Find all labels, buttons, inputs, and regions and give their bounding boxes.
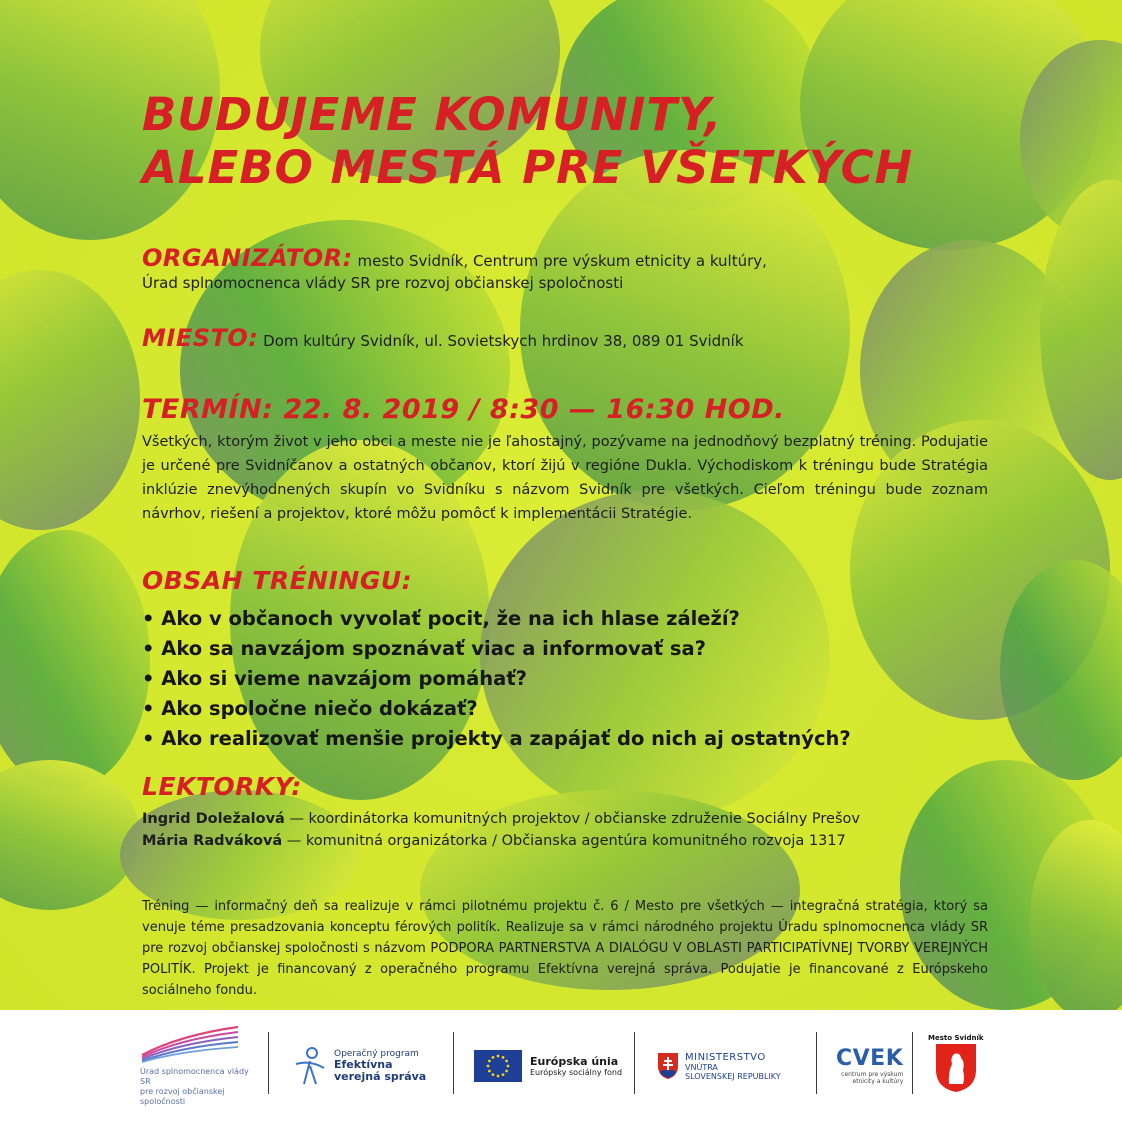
lecturers-label: LEKTORKY: [142,772,302,801]
lecturers-list [142,808,860,852]
op-line-3: verejná správa [334,1070,427,1083]
organizer-text-1: mesto Svidník, Centrum pre výskum etnicity a kultúry, [357,252,767,270]
term-label: TERMÍN: 22. 8. 2019 / 8:30 — 16:30 HOD. [142,394,785,425]
divider [268,1032,269,1094]
content-list [142,604,851,754]
lecturer-row [142,830,860,852]
lecturer-row [142,808,860,830]
cvek-sub-1: centrum pre výskum [841,1071,904,1078]
list-item: • Ako si vieme navzájom pomáhať? [142,667,527,690]
divider [453,1032,454,1094]
partner-logos-bar [0,1010,1122,1122]
svidnik-coat-of-arms-icon [934,1042,978,1094]
title-line-1: BUDUJEME KOMUNITY, [142,88,723,141]
divider [634,1032,635,1094]
eu-line-2: Európsky sociálny fond [530,1068,623,1077]
organizer-row [142,244,767,272]
lecturers-heading-row [142,772,302,801]
ministry-logo [657,1010,817,1122]
ministry-line-1: MINISTERSTVO [685,1051,766,1063]
description-paragraph: Všetkých, ktorým život v jeho obci a meste nie je ľahostajný, pozývame na jednodňový bezplatný tréning. Podujatie je určené pre Svidníčanov a ostatných občanov, ktorí žijú v regióne Dukla. Východiskom k tréningu bude Stratégia inklúzie znevýhodnených skupín vo Svidníku s názvom Svidník pre všetkých. Cieľom tréningu bude zoznam návrhov, riešení a projektov, ktoré môžu pomôcť k implementácii Stratégie. [142,434,988,522]
urad-swoosh-icon [140,1025,240,1063]
eu-line-1: Európska únia [530,1055,619,1068]
slovak-coat-of-arms-icon [657,1052,679,1080]
place-text: Dom kultúry Svidník, ul. Sovietskych hrdinov 38, 089 01 Svidník [263,332,744,350]
svidnik-name: Mesto Svidník [928,1034,984,1042]
urad-line-1: Úrad splnomocnenca vlády SR [140,1067,249,1086]
list-item: • Ako v občanoch vyvolať pocit, že na ich hlase záleží? [142,607,740,630]
lecturer-role: — komunitná organizátorka / Občianska agentúra komunitného rozvoja 1317 [282,833,846,849]
cvek-sub-2: etnicity a kultúry [852,1078,904,1085]
organizer-text-2: Úrad splnomocnenca vlády SR pre rozvoj občianskej spoločnosti [142,274,624,292]
footer-note: Tréning — informačný deň sa realizuje v rámci pilotnému projektu č. 6 / Mesto pre všetkých — integračná stratégia, ktorý sa venuje téme presadzovania konceptu férových politík. Realizuje sa v rámci národného projektu Úradu splnomocnenca vlády SR pre rozvoj občianskej spoločnosti s názvom PODPORA PARTNERSTVA A DIALÓGU V OBLASTI PARTICIPATÍVNEJ TVORBY VEREJNÝCH POLITÍK. Projekt je financovaný z operačného programu Efektívna verejná správa. Podujatie je financované z Európskeho sociálneho fondu. [142,899,988,998]
eu-flag-icon [474,1050,522,1082]
urad-line-2: pre rozvoj občianskej spoločnosti [140,1087,225,1106]
divider [816,1032,817,1094]
cvek-name: CVEK [836,1046,904,1071]
divider [912,1032,913,1094]
ministry-line-2: VNÚTRA [685,1062,718,1072]
list-item: • Ako sa navzájom spoznávať viac a informovať sa? [142,637,706,660]
person-figure-icon [292,1046,328,1086]
lecturer-name: Mária Radváková [142,833,283,849]
urad-logo [140,1010,250,1122]
place-label: MIESTO: [142,324,259,352]
list-item: • Ako spoločne niečo dokázať? [142,697,478,720]
op-line-1: Operačný program [334,1049,419,1059]
term-row [142,394,785,425]
place-row [142,324,744,352]
op-logo [292,1010,442,1122]
cvek-logo [836,1010,904,1122]
title-line-2: ALEBO MESTÁ PRE VŠETKÝCH [142,141,914,194]
lecturer-role: — koordinátorka komunitných projektov / občianske združenie Sociálny Prešov [284,811,860,827]
content-label: OBSAH TRÉNINGU: [142,566,413,595]
poster-title [142,88,913,194]
eu-logo [474,1010,624,1122]
list-item: • Ako realizovať menšie projekty a zapájať do nich aj ostatných? [142,727,851,750]
ministry-line-3: SLOVENSKEJ REPUBLIKY [685,1071,781,1081]
svidnik-logo [928,1010,998,1122]
lecturer-name: Ingrid Doležalová [142,811,285,827]
organizer-label: ORGANIZÁTOR: [142,244,353,272]
content-heading-row [142,566,412,595]
op-line-2: Efektívna [334,1058,393,1071]
organizer-row-2 [142,274,623,292]
